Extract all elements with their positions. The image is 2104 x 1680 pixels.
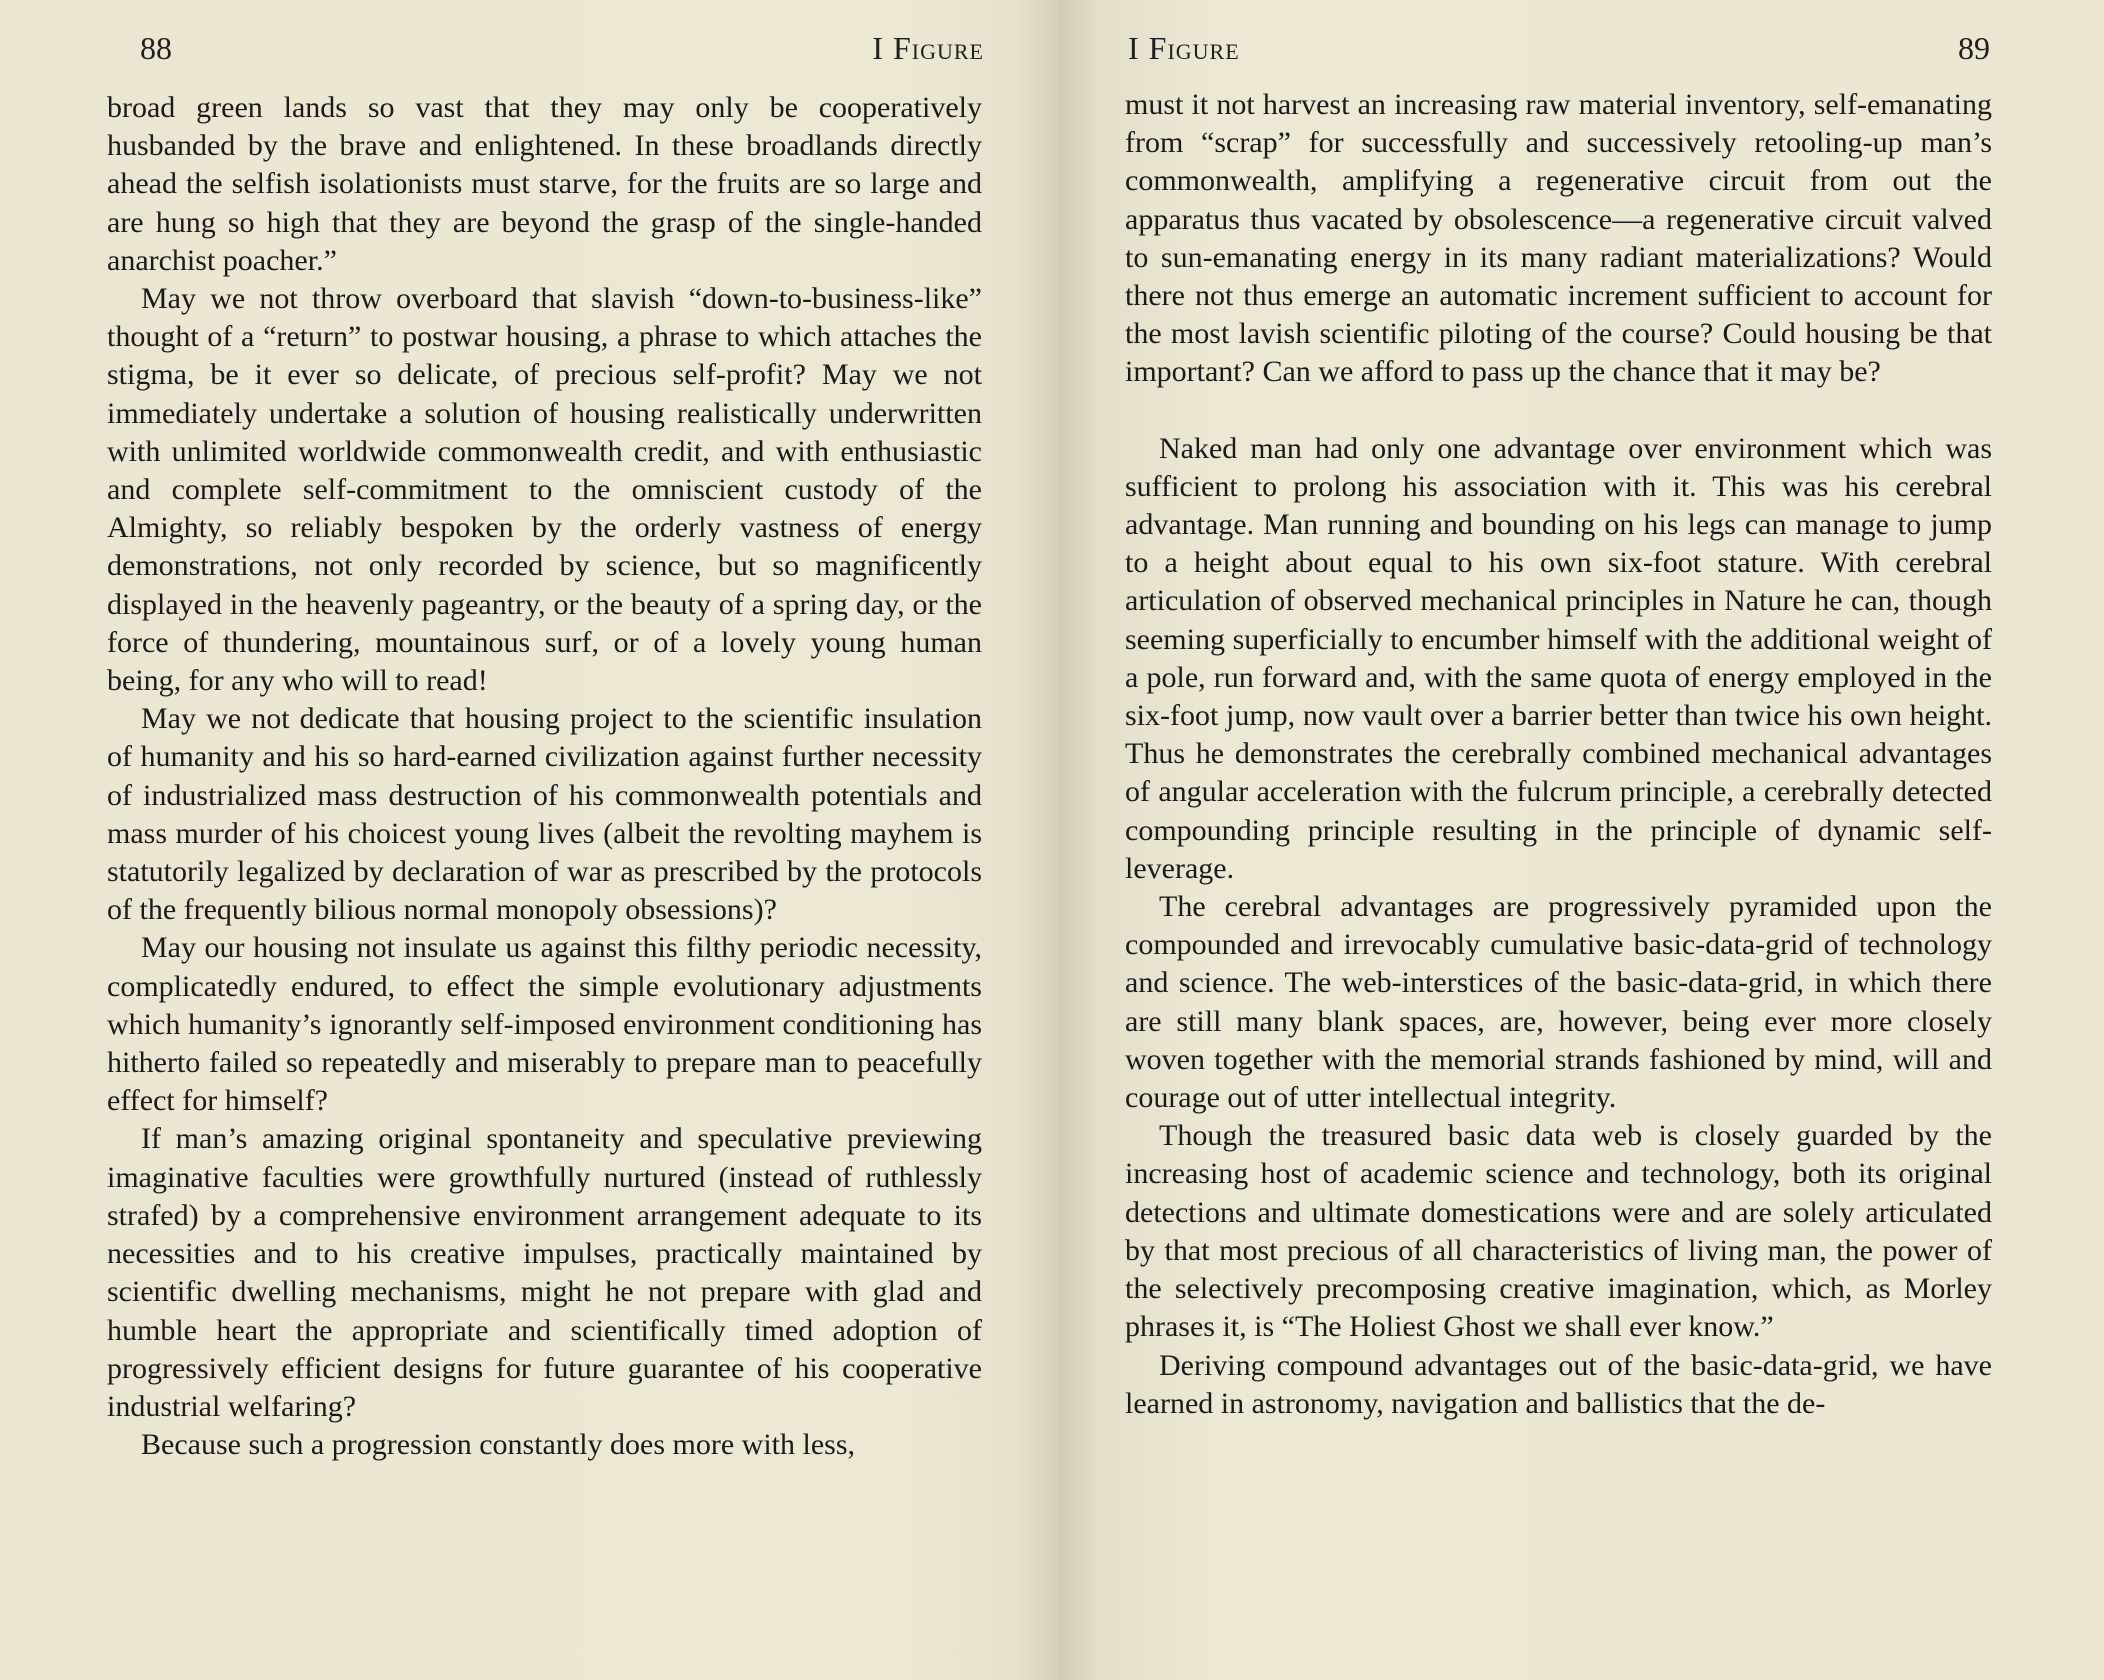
paragraph: must it not harvest an increasing raw material inventory, self-emanating from “scrap” for successfully and successively retooling-up man’s commonwealth, amplifying a regenerative circuit from out the apparatus thus vacated by obsolescence—a regenerative circuit valved to sun-emanating energy in its many radiant materializations? Would there not thus emerge an automatic increment sufficient to account for the most lavish scientific piloting of the course? Could housing be that important? Can we afford to pass up the chance that it may be? xyxy=(1125,88,1992,389)
paragraph: broad green lands so vast that they may only be cooperatively husbanded by the brave and enlightened. In these broadlands directly ahead the selfish isolationists must starve, for the fruits are so large and are hung so high that they are beyond the grasp of the single-handed anarchist poacher.” xyxy=(107,91,982,277)
left-page-header xyxy=(140,30,984,74)
paragraph: Naked man had only one advantage over environment which was sufficient to prolong his association with it. This was his cerebral advantage. Man running and bounding on his legs can manage to jump to a height about equal to his own six-foot stature. With cerebral articulation of observed mechanical principles in Nature he can, though seeming superficially to encumber himself with the additional weight of a pole, run forward and, with the same quota of energy employed in the six-foot jump, now vault over a barrier better than twice his own height. Thus he demonstrates the cerebrally combined mechanical advantages of angular acceleration with the fulcrum principle, a cerebrally detected compounding principle resulting in the principle of dynamic self-leverage. xyxy=(1125,431,1992,885)
right-page-header xyxy=(1128,30,1990,74)
page-number: 88 xyxy=(140,30,172,66)
paragraph: Though the treasured basic data web is closely guarded by the increasing host of academic science and technology, both its original detections and ultimate domestications were and are solely articulated by that most precious of all characteristics of living man, the power of the selectively precomposing creative imagination, which, as Morley phrases it, is “The Holiest Ghost we shall ever know.” xyxy=(1125,1119,1992,1344)
right-page xyxy=(1058,0,2104,1680)
page-number: 89 xyxy=(1958,30,1990,66)
paragraph: Deriving compound advantages out of the basic-data-grid, we have learned in astronomy, navigation and ballistics that the de- xyxy=(1125,1348,1992,1420)
left-page-body xyxy=(107,89,982,1464)
paragraph: May we not throw overboard that slavish “down-to-business-like” thought of a “return” to postwar housing, a phrase to which attaches the stigma, be it ever so delicate, of precious self-profit? May we not immediately undertake a solution of housing realistically underwritten with unlimited worldwide commonwealth credit, and with enthusiastic and complete self-commitment to the omniscient custody of the Almighty, so reliably bespoken by the orderly vastness of energy demonstrations, not only recorded by science, but so magnificently displayed in the heavenly pageantry, or the beauty of a spring day, or the force of thundering, mountainous surf, or of a lovely young human being, for any who will to read! xyxy=(107,282,982,698)
section-break xyxy=(1125,392,1992,430)
paragraph: May we not dedicate that housing project to the scientific insulation of humanity and his so hard-earned civilization against further necessity of industrialized mass destruction of his commonwealth potentials and mass murder of his choicest young lives (albeit the revolting mayhem is statutorily legalized by declaration of war as prescribed by the protocols of the frequently bilious normal monopoly obsessions)? xyxy=(107,702,982,927)
right-page-body xyxy=(1125,86,1992,1423)
running-head: I Figure xyxy=(872,30,984,66)
paragraph: May our housing not insulate us against this filthy periodic necessity, complicatedly endured, to effect the simple evolutionary adjustments which humanity’s ignorantly self-imposed environment conditioning has hitherto failed so repeatedly and miserably to prepare man to peacefully effect for himself? xyxy=(107,931,982,1118)
paragraph: The cerebral advantages are progressively pyramided upon the compounded and irrevocably cumulative basic-data-grid of technology and science. The web-interstices of the basic-data-grid, in which there are still many blank spaces, are, however, being ever more closely woven together with the memorial strands fashioned by mind, will and courage out of utter intellectual integrity. xyxy=(1125,890,1992,1115)
paragraph: Because such a progression constantly does more with less, xyxy=(141,1428,856,1462)
running-head: I Figure xyxy=(1128,30,1240,66)
paragraph: If man’s amazing original spontaneity and speculative previewing imaginative faculties were growthfully nurtured (instead of ruthlessly strafed) by a comprehensive environment arrangement adequate to its necessities and to his creative impulses, practically maintained by scientific dwelling mechanisms, might he not prepare with glad and humble heart the appropriate and scientifically timed adoption of progressively efficient designs for future guarantee of his cooperative industrial welfaring? xyxy=(107,1122,982,1423)
